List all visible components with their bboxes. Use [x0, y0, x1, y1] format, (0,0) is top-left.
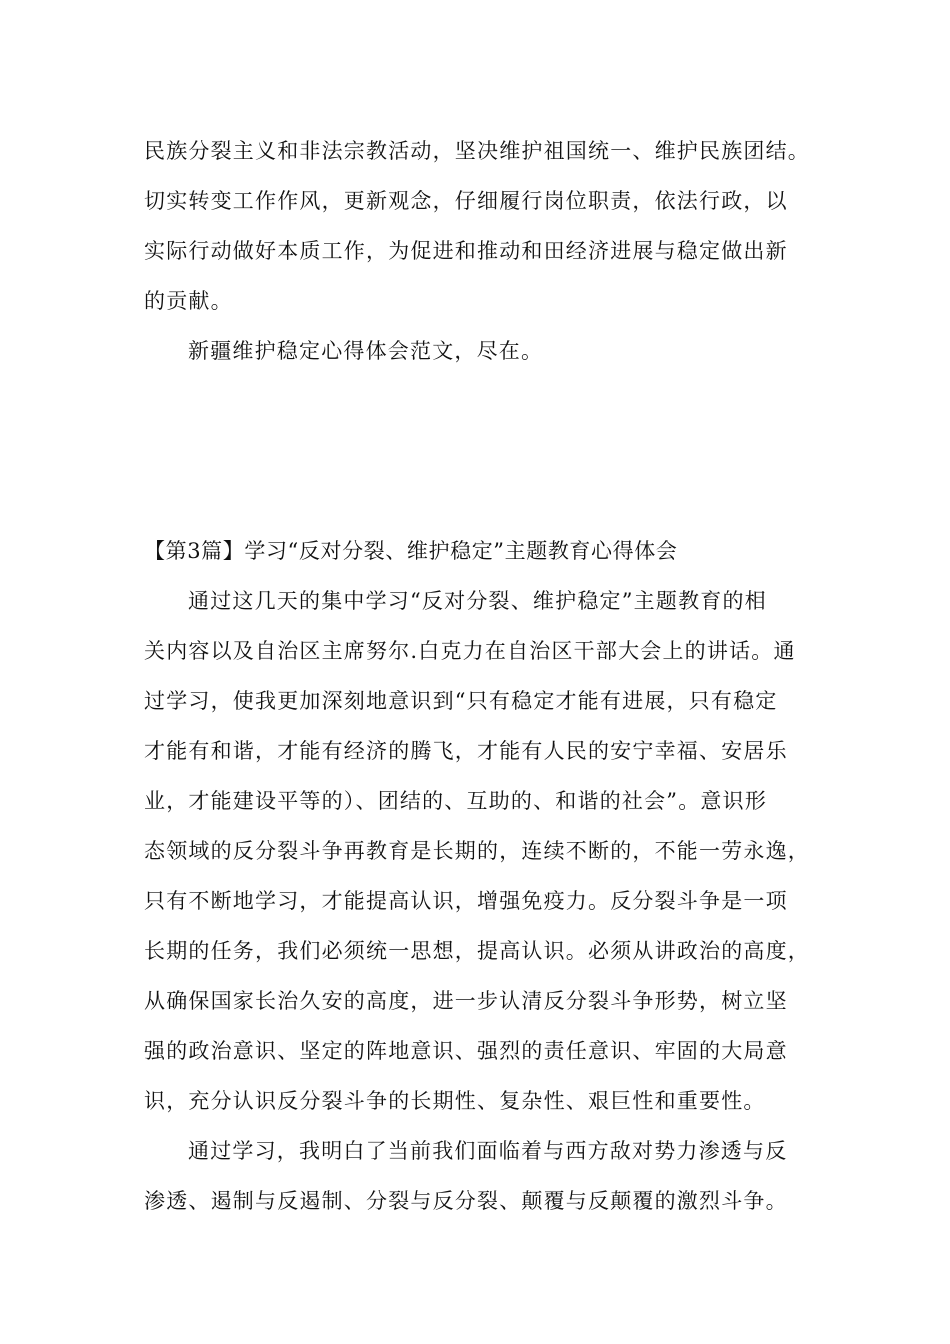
text-line: 的贡献。: [144, 289, 233, 313]
text-line: 从确保国家长治久安的高度，进一步认清反分裂斗争形势，树立坚: [144, 989, 788, 1013]
text-line: 只有不断地学习，才能提高认识，增强免疫力。反分裂斗争是一项: [144, 889, 788, 913]
section-heading: 【第3篇】学习“反对分裂、维护稳定”主题教育心得体会: [144, 539, 678, 563]
text-line: 通过这几天的集中学习“反对分裂、维护稳定”主题教育的相: [188, 589, 767, 613]
text-line: 过学习，使我更加深刻地意识到“只有稳定才能有进展，只有稳定: [144, 689, 778, 713]
text-line: 态领域的反分裂斗争再教育是长期的，连续不断的，不能一劳永逸，: [144, 839, 810, 863]
text-line: 民族分裂主义和非法宗教活动，坚决维护祖国统一、维护民族团结。: [144, 139, 810, 163]
text-line: 渗透、遏制与反遏制、分裂与反分裂、颠覆与反颠覆的激烈斗争。: [144, 1189, 788, 1213]
text-line: 识，充分认识反分裂斗争的长期性、复杂性、艰巨性和重要性。: [144, 1089, 766, 1113]
text-line: 才能有和谐，才能有经济的腾飞，才能有人民的安宁幸福、安居乐: [144, 739, 788, 763]
text-line: 实际行动做好本质工作，为促进和推动和田经济进展与稳定做出新: [144, 239, 788, 263]
closing-line: 新疆维护稳定心得体会范文，尽在。: [188, 339, 544, 363]
text-line: 通过学习，我明白了当前我们面临着与西方敌对势力渗透与反: [188, 1139, 788, 1163]
text-line: 长期的任务，我们必须统一思想，提高认识。必须从讲政治的高度，: [144, 939, 810, 963]
text-line: 切实转变工作作风，更新观念，仔细履行岗位职责，依法行政，以: [144, 189, 788, 213]
text-line: 强的政治意识、坚定的阵地意识、强烈的责任意识、牢固的大局意: [144, 1039, 788, 1063]
text-line: 业，才能建设平等的）、团结的、互助的、和谐的社会”。意识形: [144, 789, 768, 813]
text-line: 关内容以及自治区主席努尔.白克力在自治区干部大会上的讲话。通: [144, 639, 796, 663]
